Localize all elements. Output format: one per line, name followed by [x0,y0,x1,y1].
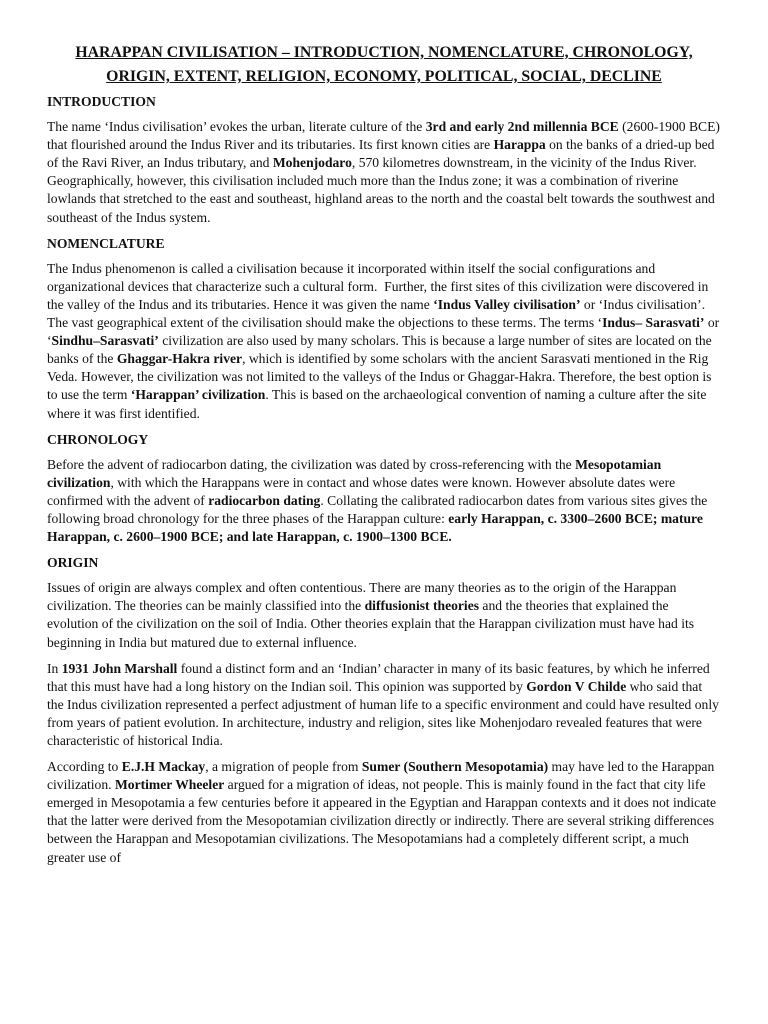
bold-text: Indus– Sarasvati’ [602,315,705,331]
text-run: , a migration of people from [205,759,362,775]
text-run: Issues of origin are always complex and often contentious. There are many theories as to the origin of the Harappan civilization. The theories can be mainly classified into the [47,580,677,614]
text-run: on the banks of a dried-up bed of the Ravi River, an Indus tributary, and [47,137,715,171]
text-run: found a distinct form and an ‘Indian’ character in many of its basic features, by which he inferred that this must have had a long history on the Indian soil. This opinion was supported by [47,660,710,694]
text-run: . This is based on the archaeological convention of naming a culture after the site where it was first identified. [47,387,707,421]
paragraph [47,758,721,867]
text-run: , with which the Harappans were in contact and whose dates were known. However absolute dates were confirmed with the advent of [47,474,676,508]
bold-text: 1931 John Marshall [61,660,178,676]
paragraph [47,579,721,651]
text-run: may have led to the Harappan civilization. [47,759,715,793]
bold-text: ‘Indus Valley civilisation’ [433,296,581,312]
bold-text: Ghaggar-Hakra river [116,351,243,367]
paragraph [47,260,721,423]
text-run: , which is identified by some scholars with the ancient Sarasvati mentioned in the Rig Veda. However, the civilization was not limited to the valleys of the Indus or Ghaggar-Hakra. Therefore, the best option is to use the term [47,351,712,403]
bold-text: 3rd and early 2nd millennia BCE [425,119,619,135]
text-run: or ‘ [47,315,720,349]
bold-text: early Harappan, c. 3300–2600 BCE; mature Harappan, c. 2600–1900 BCE; and late Harappan, c. 1900–1300 BCE. [47,510,703,545]
text-run: , 570 kilometres downstream, in the vicinity of the Indus River. Geographically, however, this civilisation included much more than the Indus zone; it was a combination of riverine lowlands that stretched to the east and southeast, highland areas to the north and the coastal belt towards the southwest and southeast of the Indus system. [47,155,715,225]
text-run: (2600-1900 BCE) that flourished around the Indus River and its tributaries. Its first known cities are [47,119,720,153]
paragraph [47,118,721,227]
bold-text: Mesopotamian civilization [47,456,662,490]
bold-text: E.J.H Mackay [121,759,206,775]
text-run: Before the advent of radiocarbon dating, the civilization was dated by cross-referencing with the [47,456,576,472]
document-title: HARAPPAN CIVILISATION – INTRODUCTION, NOMENCLATURE, CHRONOLOGY, ORIGIN, EXTENT, RELIGION, ECONOMY, POLITICAL, SOCIAL, DECLINE [75,44,693,85]
text-run: civilization are also used by many scholars. This is because a large number of sites are located on the banks of the [47,333,712,367]
bold-text: ‘Harappan’ civilization [130,387,266,403]
section-heading: NOMENCLATURE [47,235,165,251]
bold-text: Gordon V Childe [526,678,627,694]
document-body [47,93,721,867]
text-run: . Collating the calibrated radiocarbon dates from various sites gives the following broad chronology for the three phases of the Harappan culture: [47,492,708,526]
bold-text: Mortimer Wheeler [114,777,225,793]
section-heading: INTRODUCTION [47,94,156,109]
text-run: who said that the Indus civilization represented a perfect adjustment of human life to a specific environment and could have resulted only from years of patient evolution. In architecture, industry and religion, sites like Mohenjodaro revealed features that were characteristic of historical India. [47,678,719,748]
bold-text: radiocarbon dating [208,492,321,508]
paragraph [47,660,721,750]
bold-text: Harappa [493,137,546,153]
bold-text: Mohenjodaro [272,155,352,171]
section-heading: CHRONOLOGY [47,431,149,447]
bold-text: Sindhu–Sarasvati’ [51,333,159,349]
text-run: The Indus phenomenon is called a civilisation because it incorporated within itself the social configurations and organizational devices that characterize such a cultural form. Further, the first sites of this civilization were discovered in the valley of the Indus and its tributaries. Hence it was given the name [47,260,709,312]
text-run: or ‘Indus civilisation’. The vast geographical extent of the civilisation should make the objections to these terms. The terms ‘ [47,296,706,331]
bold-text: diffusionist theories [364,598,480,614]
text-run: and the theories that explained the evolution of the civilization on the soil of India. Other theories explain that the Harappan civilization must have had its beginning in India but matured due to external influence. [47,598,695,650]
paragraph [47,456,721,546]
text-run: In [47,660,62,676]
text-run: According to [47,759,122,775]
text-run: argued for a migration of ideas, not people. This is mainly found in the fact that city life emerged in Mesopotamia a few centuries before it appeared in the Egyptian and Harappan contexts and it does not indicate that the latter were derived from the Mesopotamian civilization directly or indirectly. There are several striking differences between the Harappan and Mesopotamian civilizations. The Mesopotamians had a completely different script, a much greater use of [47,777,717,865]
bold-text: Sumer (Southern Mesopotamia) [361,759,549,775]
text-run: The name ‘Indus civilisation’ evokes the urban, literate culture of the [47,119,426,135]
section-heading: ORIGIN [47,555,99,571]
